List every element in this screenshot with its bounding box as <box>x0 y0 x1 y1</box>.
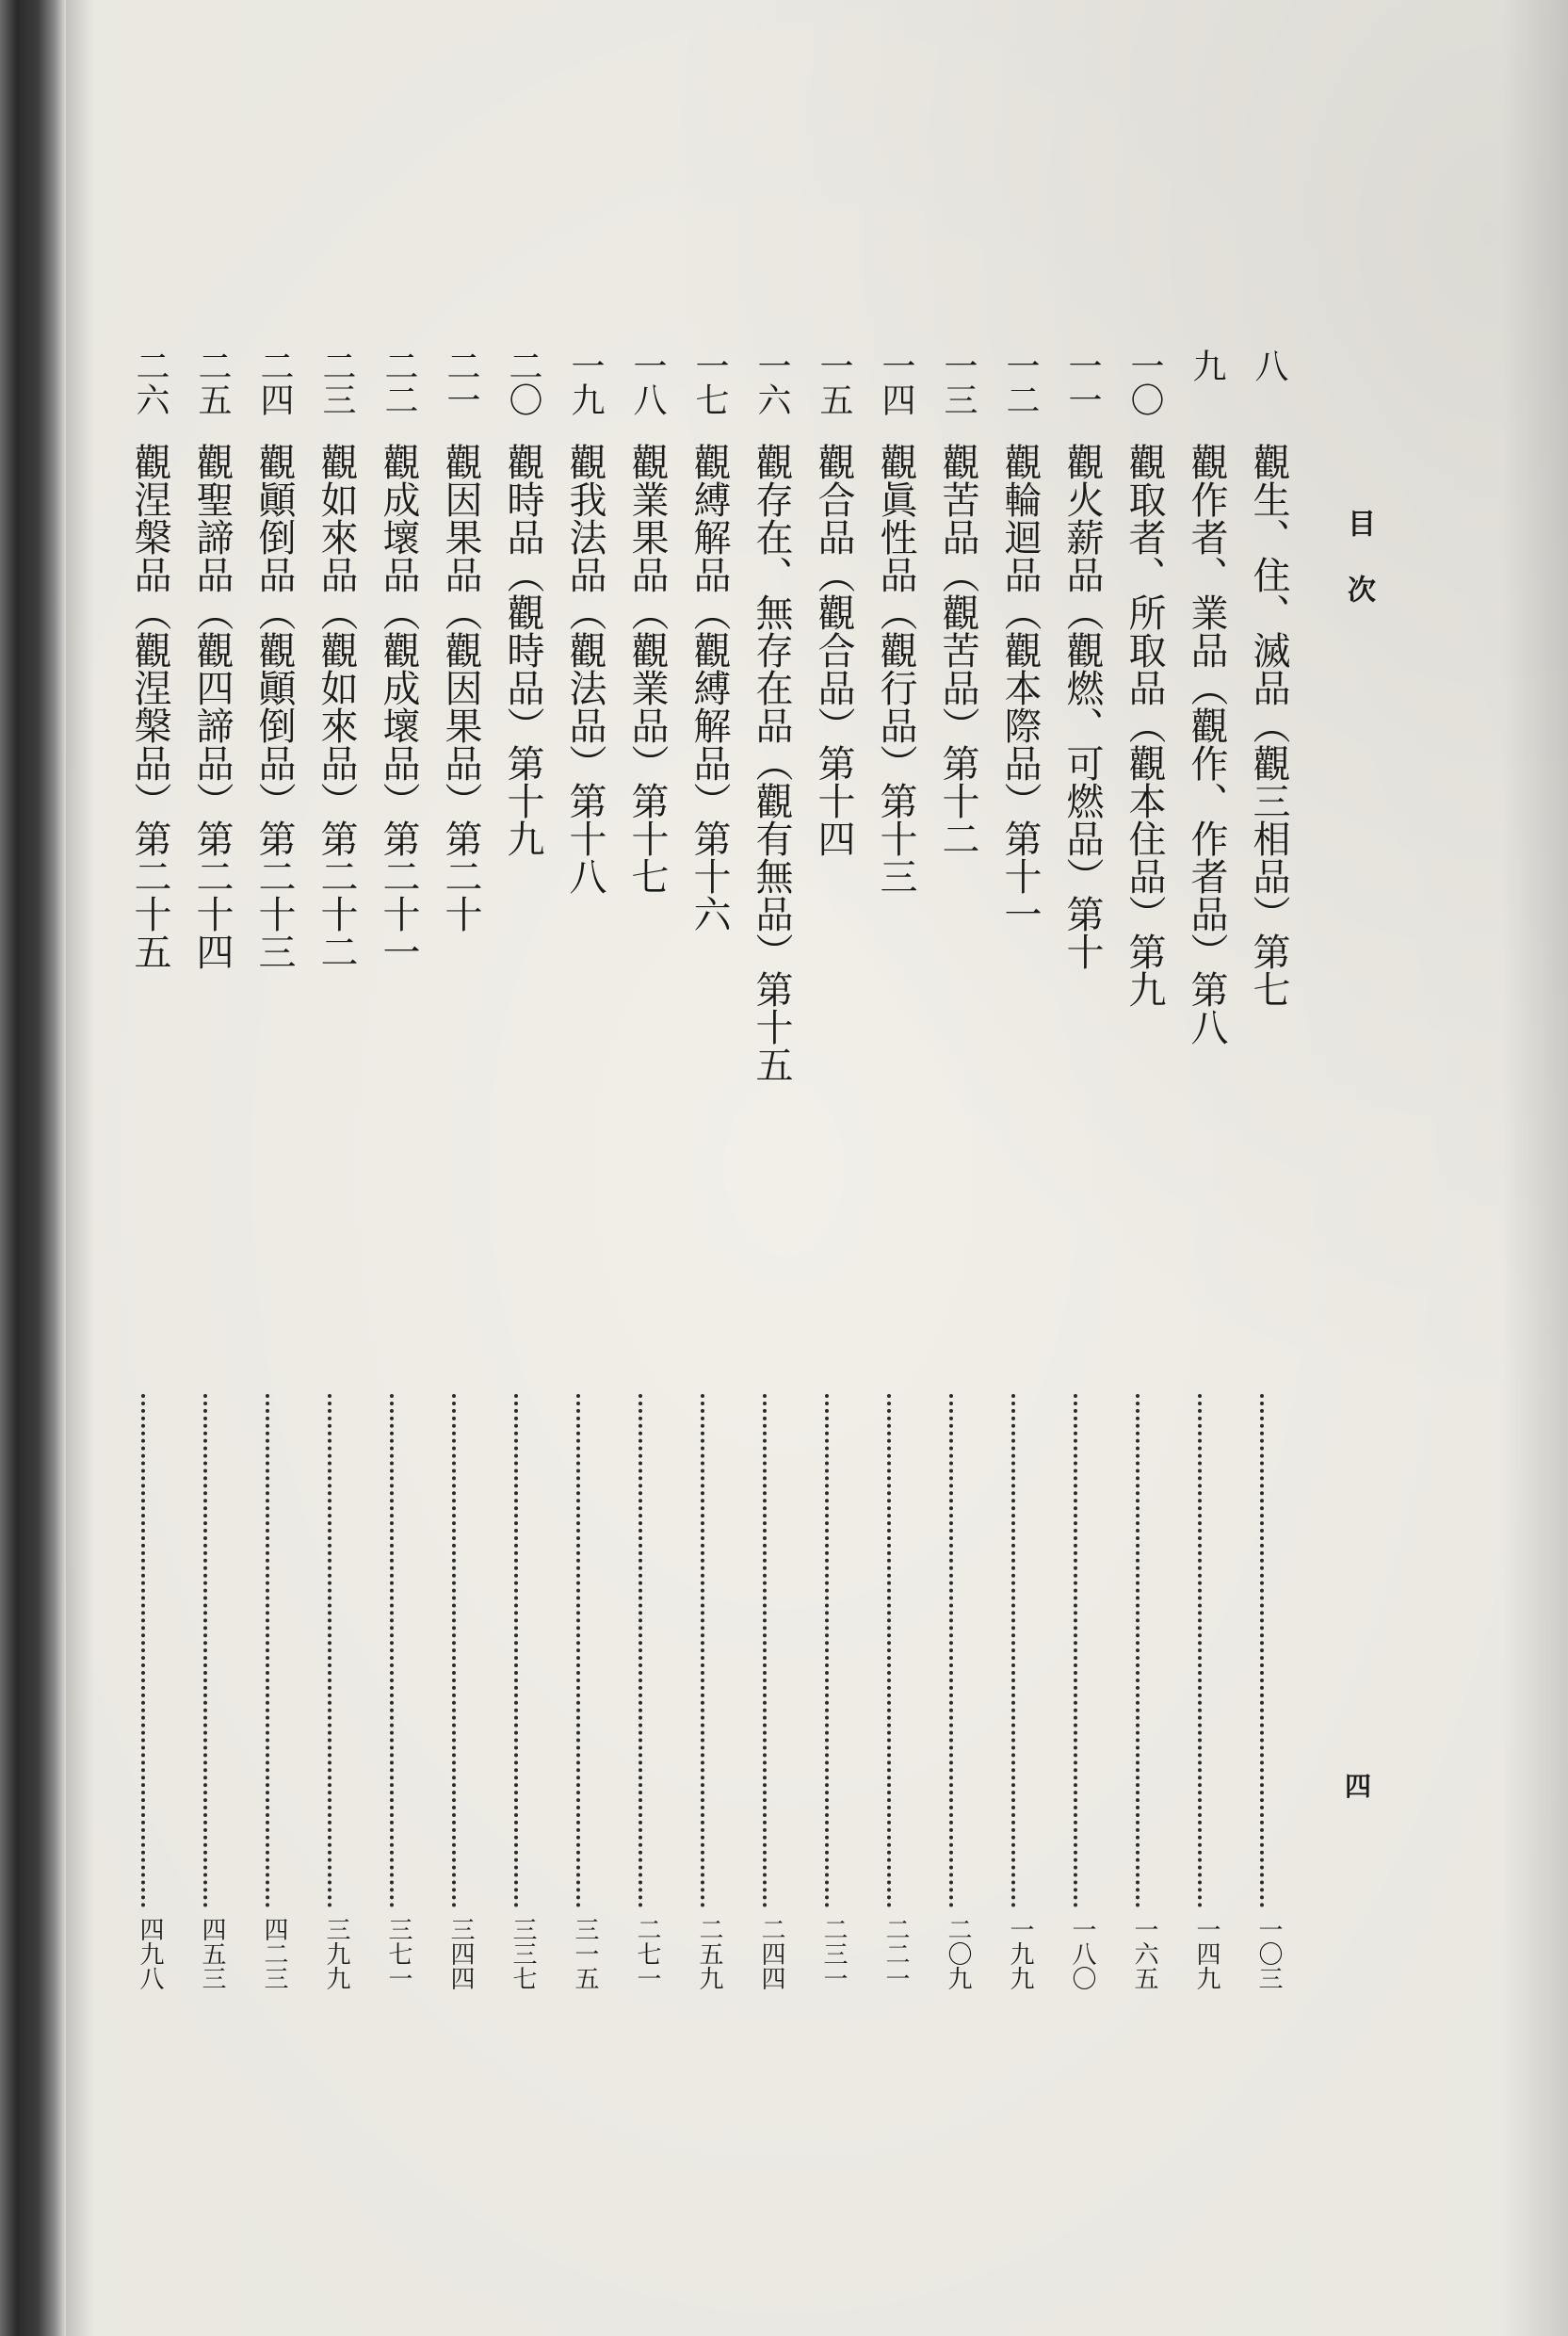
toc-entry-title: 觀眞性品（觀行品）第十三 <box>874 443 917 895</box>
toc-entry <box>1113 349 1175 2044</box>
toc-entry-number: 一七 <box>690 349 729 416</box>
toc-entry <box>1051 349 1113 2044</box>
toc-entry-page: 一四九 <box>1192 1917 1220 1990</box>
toc-leader-dots <box>701 1394 721 1907</box>
toc-entry-page: 一六五 <box>1130 1917 1158 1990</box>
toc-leader-dots <box>1136 1394 1156 1907</box>
toc-entry-title: 觀存在、無存在品（觀有無品）第十五 <box>750 443 793 1083</box>
toc-entry-title: 觀如來品（觀如來品）第二十二 <box>315 443 358 970</box>
toc-leader-dots <box>1260 1394 1281 1907</box>
toc-leader-dots <box>887 1394 908 1907</box>
toc-entry <box>989 349 1051 2044</box>
toc-entry-number: 二四 <box>255 349 294 416</box>
toc-entry <box>243 349 305 2044</box>
toc-entry-page: 一〇三 <box>1254 1917 1283 1990</box>
toc-entry-title: 觀業果品（觀業品）第十七 <box>625 443 669 895</box>
toc-entry-page: 四二三 <box>260 1917 288 1990</box>
toc-entry-page: 二三一 <box>819 1917 848 1990</box>
toc-leader-dots <box>825 1394 846 1907</box>
toc-entry-page: 二〇九 <box>944 1917 972 1990</box>
toc-entry-page: 四五三 <box>198 1917 226 1990</box>
toc-entry-number: 二六 <box>131 349 170 416</box>
table-of-contents <box>128 349 1300 2044</box>
toc-entry <box>305 349 367 2044</box>
toc-leader-dots <box>1011 1394 1032 1907</box>
toc-entry-number: 二〇 <box>504 349 542 416</box>
toc-entry-page: 二四四 <box>757 1917 785 1990</box>
toc-leader-dots <box>328 1394 348 1907</box>
toc-entry-number: 一二 <box>1001 349 1040 416</box>
toc-entry-number: 一九 <box>566 349 605 416</box>
page-edge-shadow <box>1502 0 1568 2336</box>
toc-leader-dots <box>763 1394 784 1907</box>
toc-leader-dots <box>1074 1394 1094 1907</box>
toc-entry-number: 一〇 <box>1125 349 1164 416</box>
toc-entry-page: 一九九 <box>1006 1917 1034 1990</box>
toc-entry-title: 觀輪迴品（觀本際品）第十一 <box>998 443 1042 933</box>
toc-entry-title: 觀縛解品（觀縛解品）第十六 <box>687 443 731 933</box>
toc-entry <box>181 349 243 2044</box>
toc-entry-title: 觀苦品（觀苦品）第十二 <box>936 443 979 857</box>
toc-entry-title: 觀時品（觀時品）第十九 <box>501 443 544 857</box>
toc-entry-title: 觀我法品（觀法品）第十八 <box>563 443 606 895</box>
toc-leader-dots <box>1198 1394 1219 1907</box>
toc-entry-number: 一一 <box>1063 349 1102 416</box>
toc-entry-page: 二七一 <box>633 1917 661 1990</box>
toc-leader-dots <box>266 1394 286 1907</box>
toc-entry-page: 三一五 <box>571 1917 599 1990</box>
toc-leader-dots <box>576 1394 597 1907</box>
toc-entry-number: 一四 <box>877 349 915 416</box>
toc-entry <box>1175 349 1237 2044</box>
toc-entry-number: 八 <box>1250 349 1288 382</box>
toc-entry-title: 觀因果品（觀因果品）第二十 <box>439 443 482 933</box>
toc-entry <box>554 349 616 2044</box>
toc-entry <box>802 349 865 2044</box>
toc-entry-title: 觀聖諦品（觀四諦品）第二十四 <box>190 443 234 970</box>
page-title: 目次 <box>1342 509 1375 641</box>
toc-leader-dots <box>141 1394 162 1907</box>
toc-entry-title: 觀取者、所取品（觀本住品）第九 <box>1123 443 1166 1008</box>
toc-entry-number: 一五 <box>815 349 853 416</box>
toc-entry-title: 觀合品（觀合品）第十四 <box>812 443 855 857</box>
toc-entry <box>678 349 740 2044</box>
toc-leader-dots <box>390 1394 411 1907</box>
toc-leader-dots <box>452 1394 473 1907</box>
toc-entry-title: 觀火薪品（觀燃、可燃品）第十 <box>1060 443 1104 970</box>
toc-entry <box>616 349 678 2044</box>
toc-entry-number: 一三 <box>939 349 978 416</box>
spine-edge <box>66 0 94 2336</box>
toc-entry-number: 一六 <box>752 349 791 416</box>
toc-entry-page: 二五九 <box>695 1917 723 1990</box>
book-spine-shadow <box>0 0 66 2336</box>
toc-entry <box>865 349 927 2044</box>
toc-entry-title: 觀作者、業品（觀作、作者品）第八 <box>1185 443 1228 1046</box>
toc-entry <box>492 349 554 2044</box>
toc-entry-page: 三四四 <box>446 1917 475 1990</box>
toc-entry-title: 觀顚倒品（觀顚倒品）第二十三 <box>252 443 296 970</box>
toc-entry-page: 三九九 <box>322 1917 350 1990</box>
toc-entry-number: 二五 <box>193 349 232 416</box>
toc-leader-dots <box>949 1394 970 1907</box>
toc-entry <box>119 349 181 2044</box>
toc-leader-dots <box>203 1394 224 1907</box>
toc-entry-number: 九 <box>1188 349 1226 382</box>
toc-entry <box>740 349 802 2044</box>
toc-entry <box>1237 349 1300 2044</box>
toc-entry <box>367 349 429 2044</box>
toc-entry-title: 觀成壞品（觀成壞品）第二十一 <box>377 443 420 970</box>
toc-leader-dots <box>639 1394 659 1907</box>
toc-entry-page: 三三七 <box>509 1917 537 1990</box>
toc-entry-number: 二三 <box>317 349 356 416</box>
toc-entry-page: 二二一 <box>881 1917 910 1990</box>
toc-entry-title: 觀涅槃品（觀涅槃品）第二十五 <box>128 443 171 970</box>
page-number: 四 <box>1344 1771 1371 1802</box>
toc-entry <box>927 349 989 2044</box>
toc-entry-number: 一八 <box>628 349 667 416</box>
toc-entry-page: 四九八 <box>136 1917 164 1990</box>
toc-entry-title: 觀生、住、滅品（觀三相品）第七 <box>1247 443 1290 1008</box>
toc-entry-page: 一八〇 <box>1068 1917 1096 1990</box>
toc-entry-page: 三七一 <box>384 1917 412 1990</box>
toc-entry-number: 二一 <box>442 349 480 416</box>
toc-entry <box>429 349 492 2044</box>
toc-entry-number: 二二 <box>380 349 418 416</box>
toc-leader-dots <box>514 1394 535 1907</box>
